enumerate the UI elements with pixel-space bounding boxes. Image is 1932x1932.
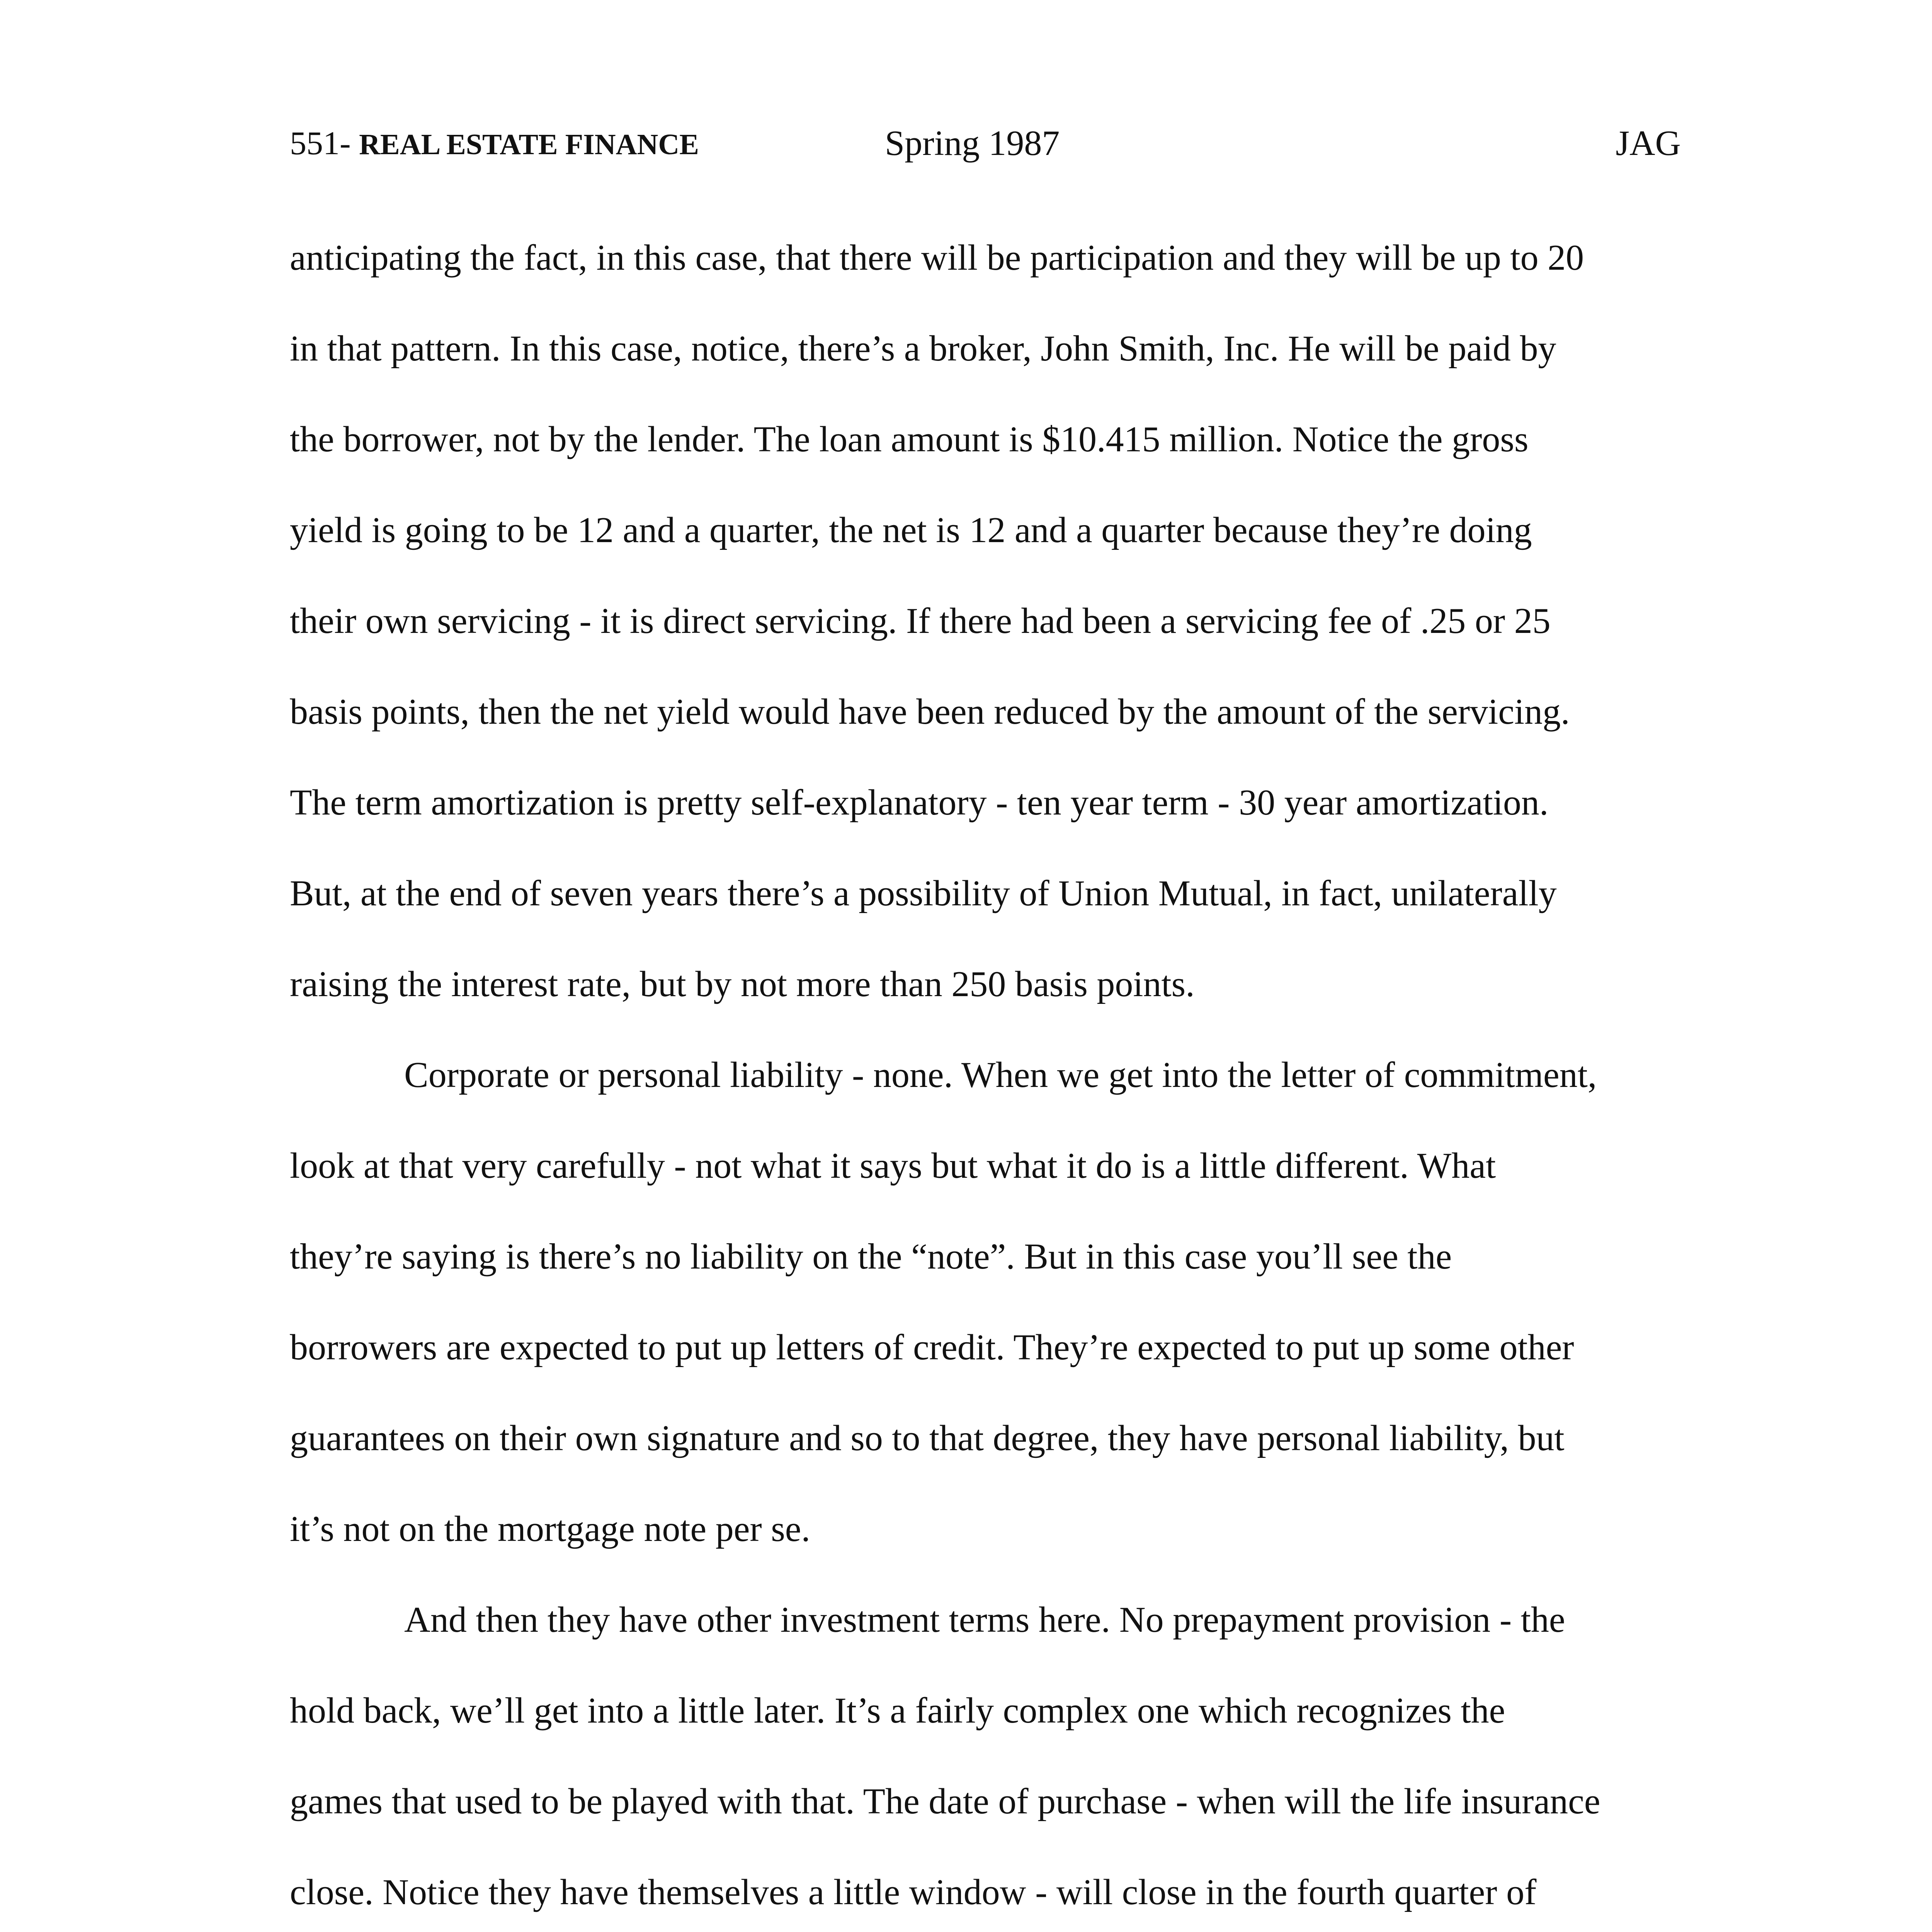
text-line: games that used to be played with that. The date of purchase - when will the life insurance <box>290 1781 1600 1821</box>
text-line: raising the interest rate, but by not more than 250 basis points. <box>290 964 1195 1004</box>
text-line: it’s not on the mortgage note per se. <box>290 1509 811 1549</box>
text-line: look at that very carefully - not what it says but what it do is a little different. What <box>290 1146 1496 1186</box>
course-title: REAL ESTATE FINANCE <box>359 128 699 161</box>
text-line: close. Notice they have themselves a little window - will close in the fourth quarter of <box>290 1872 1537 1912</box>
text-line: anticipating the fact, in this case, that there will be participation and they will be up to 20 <box>290 238 1584 278</box>
author-initials: JAG <box>1616 123 1681 163</box>
paragraph <box>290 222 1685 1039</box>
text-line: borrowers are expected to put up letters of credit. They’re expected to put up some other <box>290 1327 1574 1367</box>
text-line: And then they have other investment terms here. No prepayment provision - the <box>404 1600 1565 1640</box>
text-line: in that pattern. In this case, notice, there’s a broker, John Smith, Inc. He will be paid by <box>290 328 1556 369</box>
course-number: 551- <box>290 124 351 162</box>
page-header <box>290 116 1681 170</box>
paragraph <box>290 1584 1685 1932</box>
text-line: they’re saying is there’s no liability on the “note”. But in this case you’ll see the <box>290 1236 1452 1277</box>
text-line: their own servicing - it is direct servicing. If there had been a servicing fee of .25 or 25 <box>290 601 1551 641</box>
text-line: Corporate or personal liability - none. When we get into the letter of commitment, <box>404 1055 1597 1095</box>
text-line: guarantees on their own signature and so to that degree, they have personal liability, but <box>290 1418 1565 1458</box>
text-line: The term amortization is pretty self-explanatory - ten year term - 30 year amortization. <box>290 782 1549 823</box>
course-heading <box>290 116 699 172</box>
text-line: basis points, then the net yield would have been reduced by the amount of the servicing. <box>290 692 1570 732</box>
term-label: Spring 1987 <box>885 123 1060 163</box>
paragraph <box>290 1039 1685 1584</box>
transcript-body <box>290 222 1685 1932</box>
text-line: the borrower, not by the lender. The loan amount is $10.415 million. Notice the gross <box>290 419 1529 459</box>
text-line: hold back, we’ll get into a little later. It’s a fairly complex one which recognizes the <box>290 1690 1505 1731</box>
text-line: yield is going to be 12 and a quarter, the net is 12 and a quarter because they’re doing <box>290 510 1532 550</box>
text-line: But, at the end of seven years there’s a possibility of Union Mutual, in fact, unilaterally <box>290 873 1557 913</box>
